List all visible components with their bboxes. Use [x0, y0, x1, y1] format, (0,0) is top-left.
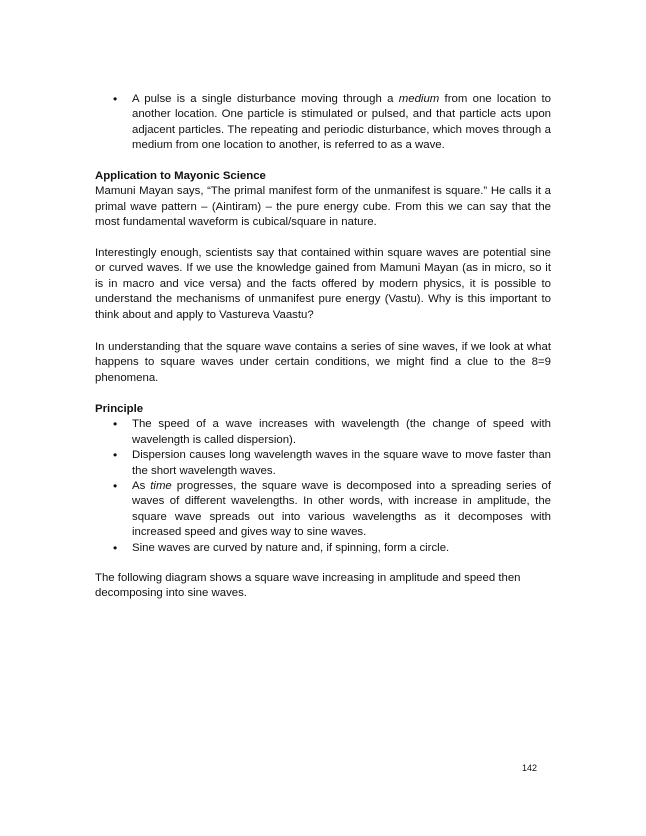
list-item — [95, 92, 551, 154]
bullet-text: Dispersion causes long wavelength waves in the square wave to move faster than the short wavelength waves. — [132, 449, 551, 477]
section-principle — [95, 402, 551, 556]
list-item — [95, 479, 551, 541]
paragraph-block — [95, 571, 551, 602]
paragraph-block — [95, 246, 551, 323]
bullet-emphasis: time — [150, 480, 172, 493]
section-heading: Application to Mayonic Science — [95, 170, 266, 182]
section-application — [95, 169, 551, 231]
page-number: 142 — [522, 763, 538, 773]
bullet-text: progresses, the square wave is decomposed into a spreading series of waves of different wavelengths. In other words, with increase in amplitude, the square wave spreads out into various wavelengths as it decomposes with increased speed and gives way to sine waves. — [132, 480, 552, 539]
bullet-text: A pulse is a single disturbance moving through a — [132, 93, 399, 105]
bullet-text: As — [132, 480, 151, 493]
list-item — [95, 541, 551, 556]
bullet-icon: • — [113, 417, 118, 432]
section-heading: Principle — [95, 403, 144, 415]
list-item — [95, 448, 551, 479]
bullet-icon: • — [113, 448, 118, 463]
bullet-text: Sine waves are curved by nature and, if spinning, form a circle. — [132, 541, 450, 554]
intro-bullet-list — [95, 92, 551, 154]
paragraph: Interestingly enough, scientists say that contained within square waves are potential sine or curved waves. If we use the knowledge gained from Mamuni Mayan (as in micro, so it is in macro and vice versa) and the facts offered by modern physics, it is possible to understand the mechanisms of unmanifest pure energy (Vastu). Why is this important to think about and apply to Vastureva Vaastu? — [95, 247, 551, 321]
paragraph-block — [95, 340, 551, 386]
bullet-text: from one location to another location. One particle is stimulated or pulsed, and that particle acts upon adjacent particles. The repeating and periodic disturbance, which moves through a medium from one location to another, is referred to as a wave. — [132, 93, 551, 152]
paragraph: The following diagram shows a square wave increasing in amplitude and speed then decomposing into sine waves. — [95, 572, 521, 600]
bullet-icon: • — [113, 540, 118, 555]
bullet-text: The speed of a wave increases with wavelength (the change of speed with wavelength is called dispersion). — [132, 418, 551, 446]
bullet-icon: • — [113, 92, 118, 106]
paragraph: In understanding that the square wave contains a series of sine waves, if we look at what happens to square waves under certain conditions, we might find a clue to the 8=9 phenomena. — [95, 341, 551, 384]
bullet-icon: • — [113, 479, 118, 494]
paragraph: Mamuni Mayan says, “The primal manifest form of the unmanifest is square.” He calls it a primal wave pattern – (Aintiram) – the pure energy cube. From this we can say that the most fundamental waveform is cubical/square in nature. — [95, 185, 551, 229]
list-item — [95, 417, 551, 448]
bullet-emphasis: medium — [398, 93, 440, 105]
